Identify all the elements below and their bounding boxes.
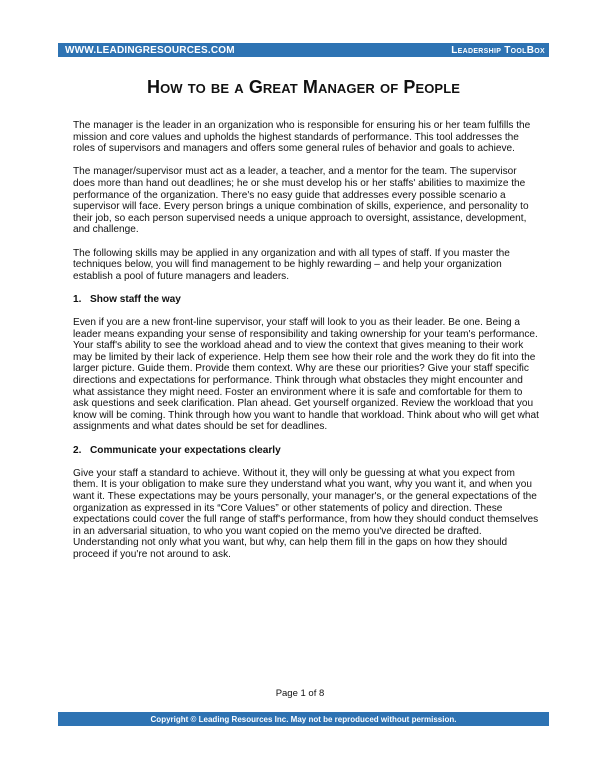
intro-paragraph: The following skills may be applied in any organization and with all types of staff. If you master the techniques below, you will find management to be highly rewarding – and help your organization establish a pool of future managers and leaders. [73, 247, 510, 282]
header-bar [58, 43, 549, 57]
section-number: 2. [73, 444, 82, 456]
page-title: How to be a Great Manager of People [146, 77, 461, 97]
section-title: Show staff the way [90, 293, 181, 305]
toolbox-label: Leadership ToolBox [451, 44, 545, 56]
section-heading [73, 445, 539, 457]
section-number: 1. [73, 293, 82, 305]
intro-paragraph: The manager is the leader in an organization who is responsible for ensuring his or her team fulfills the mission and core values and upholds the highest standards of performance. This tool addresses the roles of supervisors and managers and offers some general rules of behavior and goals to achieve. [73, 120, 531, 155]
copyright-notice: Copyright © Leading Resources Inc. May not be reproduced without permission. [150, 714, 457, 724]
section-body: Even if you are a new front-line supervisor, your staff will look to you as their leader. Be one. Being a leader means expanding your sense of responsibility and taking ownership for your team's performance. Your staff's ability to see the workload ahead and to view the context that gives meaning to their work may be limited by their lack of experience. Help them see how their role and the work they do fit into the larger picture. Guide them. Provide them context. Why are these our priorities? Give your staff specific directions and expectations for performance. Think through what obstacles they might encounter and what assistance they might need. Foster an environment where it is safe and comfortable for them to ask questions and seek clarification. Plan ahead. Get yourself organized. Review the workload that you know will be coming. Think through how you want to handle that workload. Think about who will get what assignments and what dates should be set for deadlines. [73, 317, 539, 433]
page-number: Page 1 of 8 [275, 688, 325, 699]
intro-paragraph: The manager/supervisor must act as a leader, a teacher, and a mentor for the team. The supervisor does more than hand out deadlines; he or she must develop his or her staffs' abilities to maximize the performance of the organization. There's no easy guide that addresses every possible scenario a supervisor will face. Every person brings a unique combination of skills, experience, and personality to their job, so each person supervised needs a unique approach to oversight, assistance, development, and challenge. [73, 166, 529, 236]
section-heading [73, 294, 539, 306]
website-url: WWW.LEADINGRESOURCES.COM [65, 44, 235, 56]
section-body: Give your staff a standard to achieve. Without it, they will only be guessing at what you expect from them. It is your obligation to make sure they understand what you want, why you want it, and when you want it. These expectations may be yours personally, your manager's, or the general expectations of the organization as expressed in its “Core Values” or other statements of policy and direction. These expectations could cover the full range of staff's performance, from how they should conduct themselves in an adversarial situation, to who you want copied on the memo you've directed be drafted. Understanding not only what you want, but why, can help them fill in the gaps on how they should proceed if you're not around to ask. [73, 467, 539, 560]
section-title: Communicate your expectations clearly [90, 444, 281, 456]
document-body [73, 120, 539, 572]
footer-bar [58, 712, 549, 726]
